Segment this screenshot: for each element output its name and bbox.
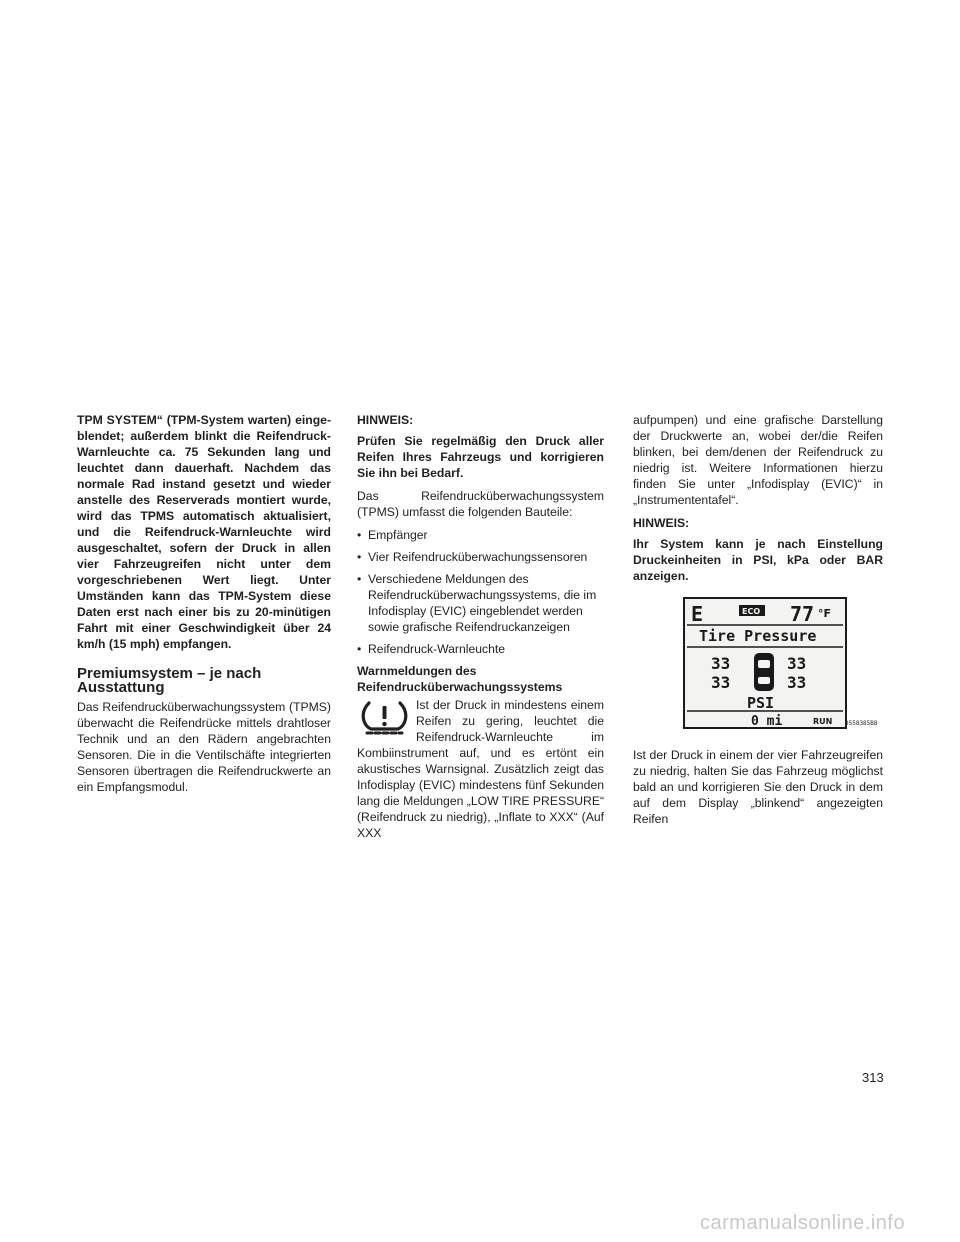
- section-heading-premium: [77, 667, 331, 695]
- paragraph-low-pressure: Ist der Druck in einem der vier Fahrzeugreifen zu niedrig, halten Sie das Fahrzeug möglichst bald an und korrigieren Sie den Druck in dem auf dem Display „blinkend“ angezeigten Reifen: [633, 748, 883, 826]
- column-right: [633, 412, 883, 834]
- list-item: • Verschiedene Meldungen des Reifendrucküberwachungssystems, die im Infodisplay (EVIC) eingeblendet werden sowie grafische Reifendruckanzeigen: [357, 571, 604, 635]
- pressure-unit: PSI: [747, 694, 775, 712]
- note-label: HINWEIS:: [357, 413, 414, 427]
- note-text: Prüfen Sie regelmäßig den Druck aller Reifen Ihres Fahrzeugs und korrigieren Sie ihn bei Bedarf.: [357, 434, 604, 480]
- heading-line-1: Premiumsystem – je nach: [77, 665, 262, 682]
- list-item: • Empfänger: [357, 527, 604, 543]
- tire-rear-left: 33: [711, 673, 731, 692]
- heading-line-2: Ausstattung: [77, 679, 165, 696]
- paragraph-tpm-system: TPM SYSTEM“ (TPM-System warten) eingeblendet; außerdem blinkt die Reifendruck-Warnleuchte ca. 75 Sekunden lang und leuchtet dann dauerhaft. Nachdem das normale Rad instand gesetzt und wieder anstelle des Reserverads montiert wurde, wird das TPMS automatisch aktualisiert, und die Reifendruck-Warnleuchte wird ausgeschaltet, sofern der Druck in allen vier Fahrzeugreifen nicht unter dem vorgeschriebenen Wert liegt. Unter Umständen kann das TPM-System diese Daten erst nach einer bis zu 20-minütigen Fahrt mit einer Geschwindigkeit über 24 km/h (15 mph) empfangen.: [77, 413, 331, 651]
- tire-front-right: 33: [787, 654, 807, 673]
- tire-pressure-warning-icon: [357, 697, 412, 737]
- paragraph-premium-system: Das Reifendrucküberwachungssystem (TPMS) überwacht die Reifendrücke mittels drahtloser Technik und an den Rädern angebrachten Sensoren. Die in die Ventilschäfte integrierten Sensoren übertragen die Reifendruckwerte an ein Empfangsmodul.: [77, 700, 331, 794]
- warning-paragraph: Ist der Druck in mindestens einem Reifen zu gering, leuchtet die Reifendruck-Warnleuchte im Kombiinstrument auf, und es ertönt ein akustisches Warnsignal. Zusätzlich zeigt das Infodisplay (EVIC) mindestens fünf Sekunden lang die Meldungen „LOW TIRE PRESSURE“ (Reifendruck zu niedrig), „Inflate to XXX“ (Auf XXX: [357, 698, 605, 840]
- run-mode: RUN: [813, 717, 833, 726]
- warning-subheading: [357, 663, 604, 695]
- temperature-value: 77: [790, 602, 815, 626]
- page-number: 313: [862, 1070, 884, 1085]
- list-item: • Reifendruck-Warnleuchte: [357, 641, 604, 657]
- components-intro: Das Reifendrucküberwachungssystem (TPMS) umfasst die folgenden Bauteile:: [357, 489, 604, 519]
- paragraph-continued: aufpumpen) und eine grafische Darstellung der Druckwerte an, wobei der/die Reifen blinken, bei dem/denen der Reifendruck zu niedrig ist. Weitere Informationen hierzu finden Sie unter „Infodisplay (EVIC)“ in „Instrumententafel“.: [633, 413, 883, 507]
- display-title: Tire Pressure: [699, 627, 817, 645]
- eco-label: ECO: [742, 607, 761, 616]
- warning-block: [357, 697, 604, 841]
- figure-code: 0558385B8: [845, 720, 878, 727]
- tire-rear-right: 33: [787, 673, 807, 692]
- vehicle-top-view-icon: [754, 653, 774, 691]
- odometer-value: 0 mi: [751, 714, 783, 729]
- fuel-letter: E: [691, 602, 704, 626]
- tire-front-left: 33: [711, 654, 731, 673]
- note-text-units: Ihr System kann je nach Einstellung Druckeinheiten in PSI, kPa oder BAR anzeigen.: [633, 537, 883, 583]
- list-item: • Vier Reifendrucküberwachungssensoren: [357, 549, 604, 565]
- watermark: carmanualsonline.info: [700, 1212, 906, 1234]
- evic-figure: [633, 591, 883, 741]
- column-middle: [357, 412, 604, 848]
- temperature-unit: °F: [818, 607, 832, 620]
- column-left: [77, 412, 331, 802]
- subheading-line-2: Reifendrucküberwachungssystems: [357, 680, 563, 694]
- note-label: HINWEIS:: [633, 516, 690, 530]
- subheading-line-1: Warnmeldungen des: [357, 664, 477, 678]
- components-list: [357, 527, 604, 657]
- evic-display: [683, 597, 847, 729]
